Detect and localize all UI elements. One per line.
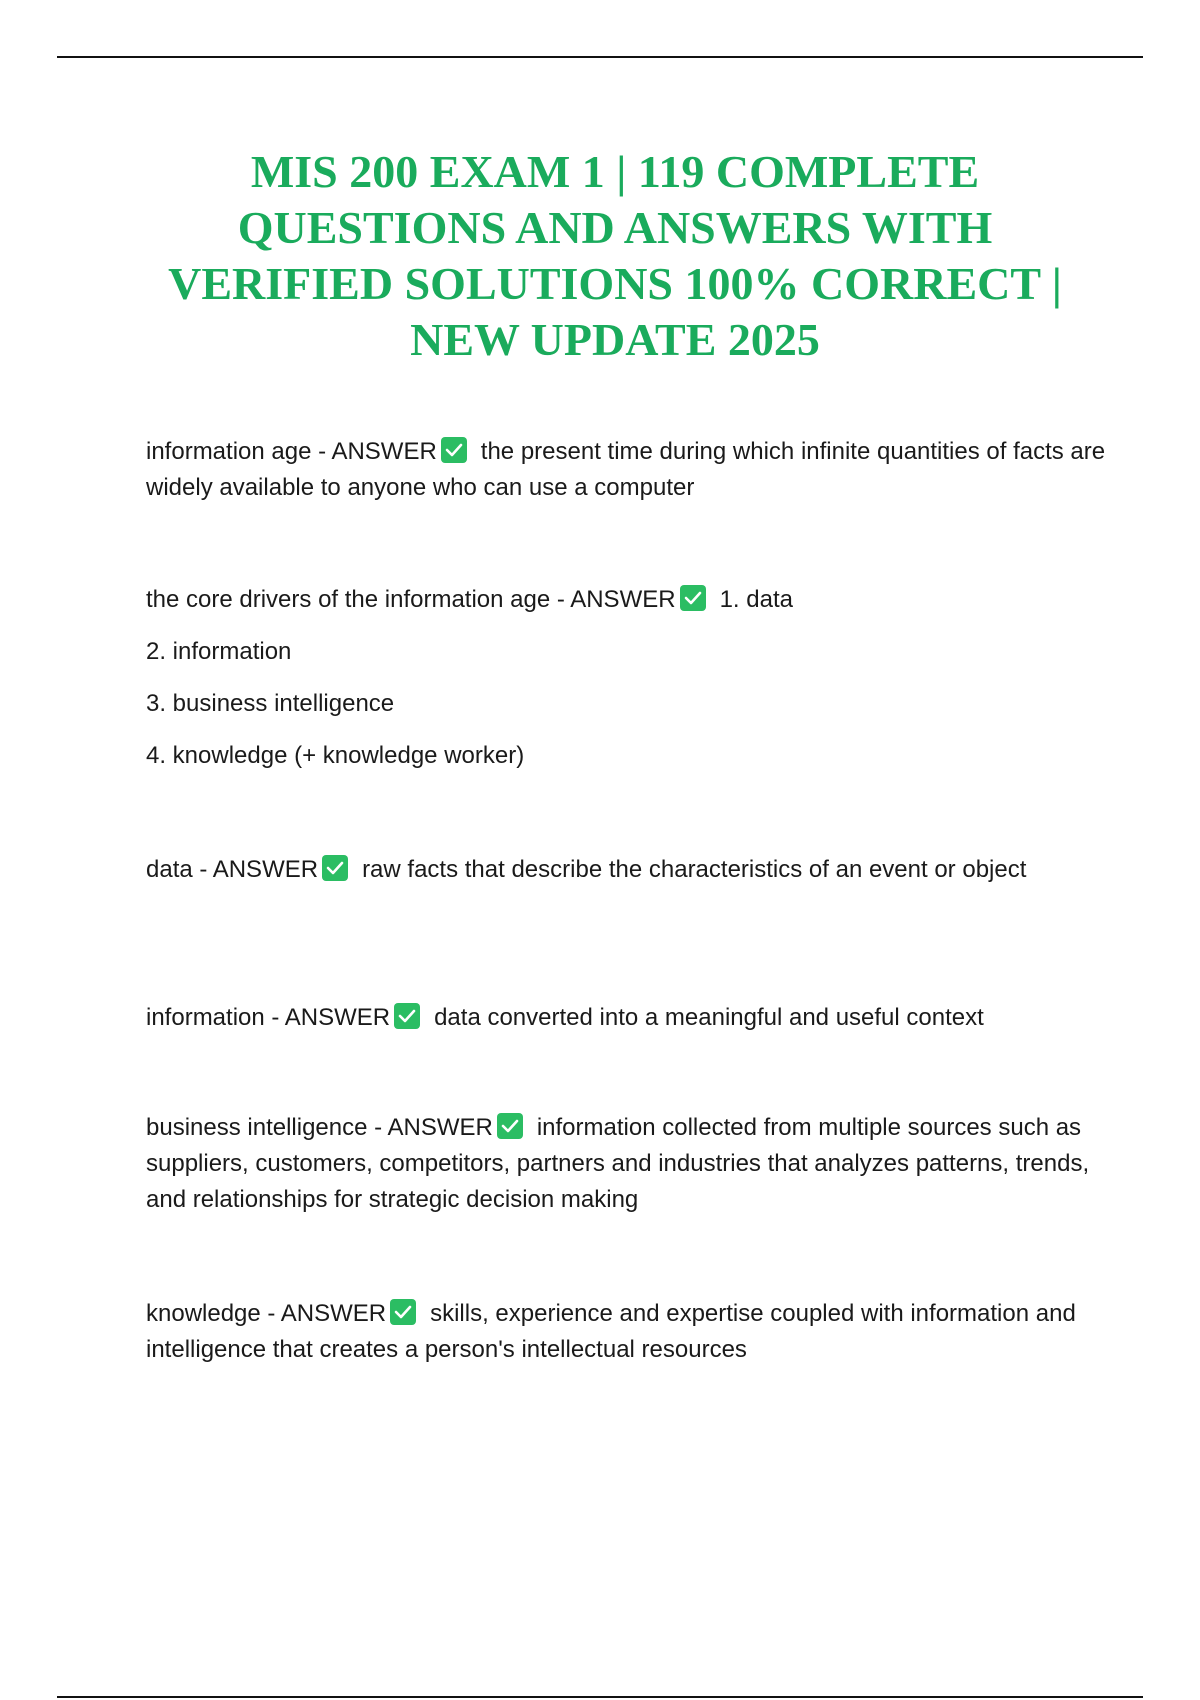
qa-entry: [146, 1000, 1106, 1036]
bottom-rule: [57, 1696, 1143, 1698]
top-rule: [57, 56, 1143, 58]
answer-text: information collected from multiple sources such as suppliers, customers, competitors, partners and industries that analyzes patterns, trends, and relationships for strategic decision making: [146, 1114, 1090, 1213]
question-term: the core drivers of the information age - ANSWER: [146, 586, 676, 613]
check-mark-icon: [322, 855, 348, 881]
check-mark-icon: [390, 1299, 416, 1325]
qa-entry: [146, 1110, 1106, 1218]
title-line: NEW UPDATE 2025: [410, 314, 820, 365]
check-mark-icon: [680, 585, 706, 611]
question-term: information age - ANSWER: [146, 438, 437, 465]
qa-entry: [146, 852, 1106, 888]
title-line: QUESTIONS AND ANSWERS WITH: [237, 202, 993, 253]
answer-text: skills, experience and expertise coupled with information and intelligence that creates a person's intellectual resources: [146, 1300, 1076, 1363]
qa-entry: [146, 1296, 1106, 1368]
answer-text: the present time during which infinite quantities of facts are widely available to anyone who can use a computer: [146, 438, 1106, 501]
answer-list-item: 3. business intelligence: [146, 690, 395, 717]
check-mark-icon: [497, 1113, 523, 1139]
answer-list-item: 2. information: [146, 638, 292, 665]
answer-text: 1. data: [719, 586, 793, 613]
question-term: business intelligence - ANSWER: [146, 1114, 493, 1141]
document-title: [120, 144, 1110, 368]
question-term: knowledge - ANSWER: [146, 1300, 387, 1327]
answer-text: raw facts that describe the characteristics of an event or object: [362, 856, 1027, 883]
check-mark-icon: [441, 437, 467, 463]
question-term: information - ANSWER: [146, 1004, 391, 1031]
title-line: MIS 200 EXAM 1 | 119 COMPLETE: [250, 146, 980, 197]
check-mark-icon: [394, 1003, 420, 1029]
question-term: data - ANSWER: [146, 856, 319, 883]
title-line: VERIFIED SOLUTIONS 100% CORRECT |: [168, 258, 1062, 309]
answer-list-item: 4. knowledge (+ knowledge worker): [146, 742, 525, 769]
answer-text: data converted into a meaningful and useful context: [434, 1004, 984, 1031]
qa-entry: [146, 434, 1106, 506]
qa-entry: [146, 582, 1106, 774]
